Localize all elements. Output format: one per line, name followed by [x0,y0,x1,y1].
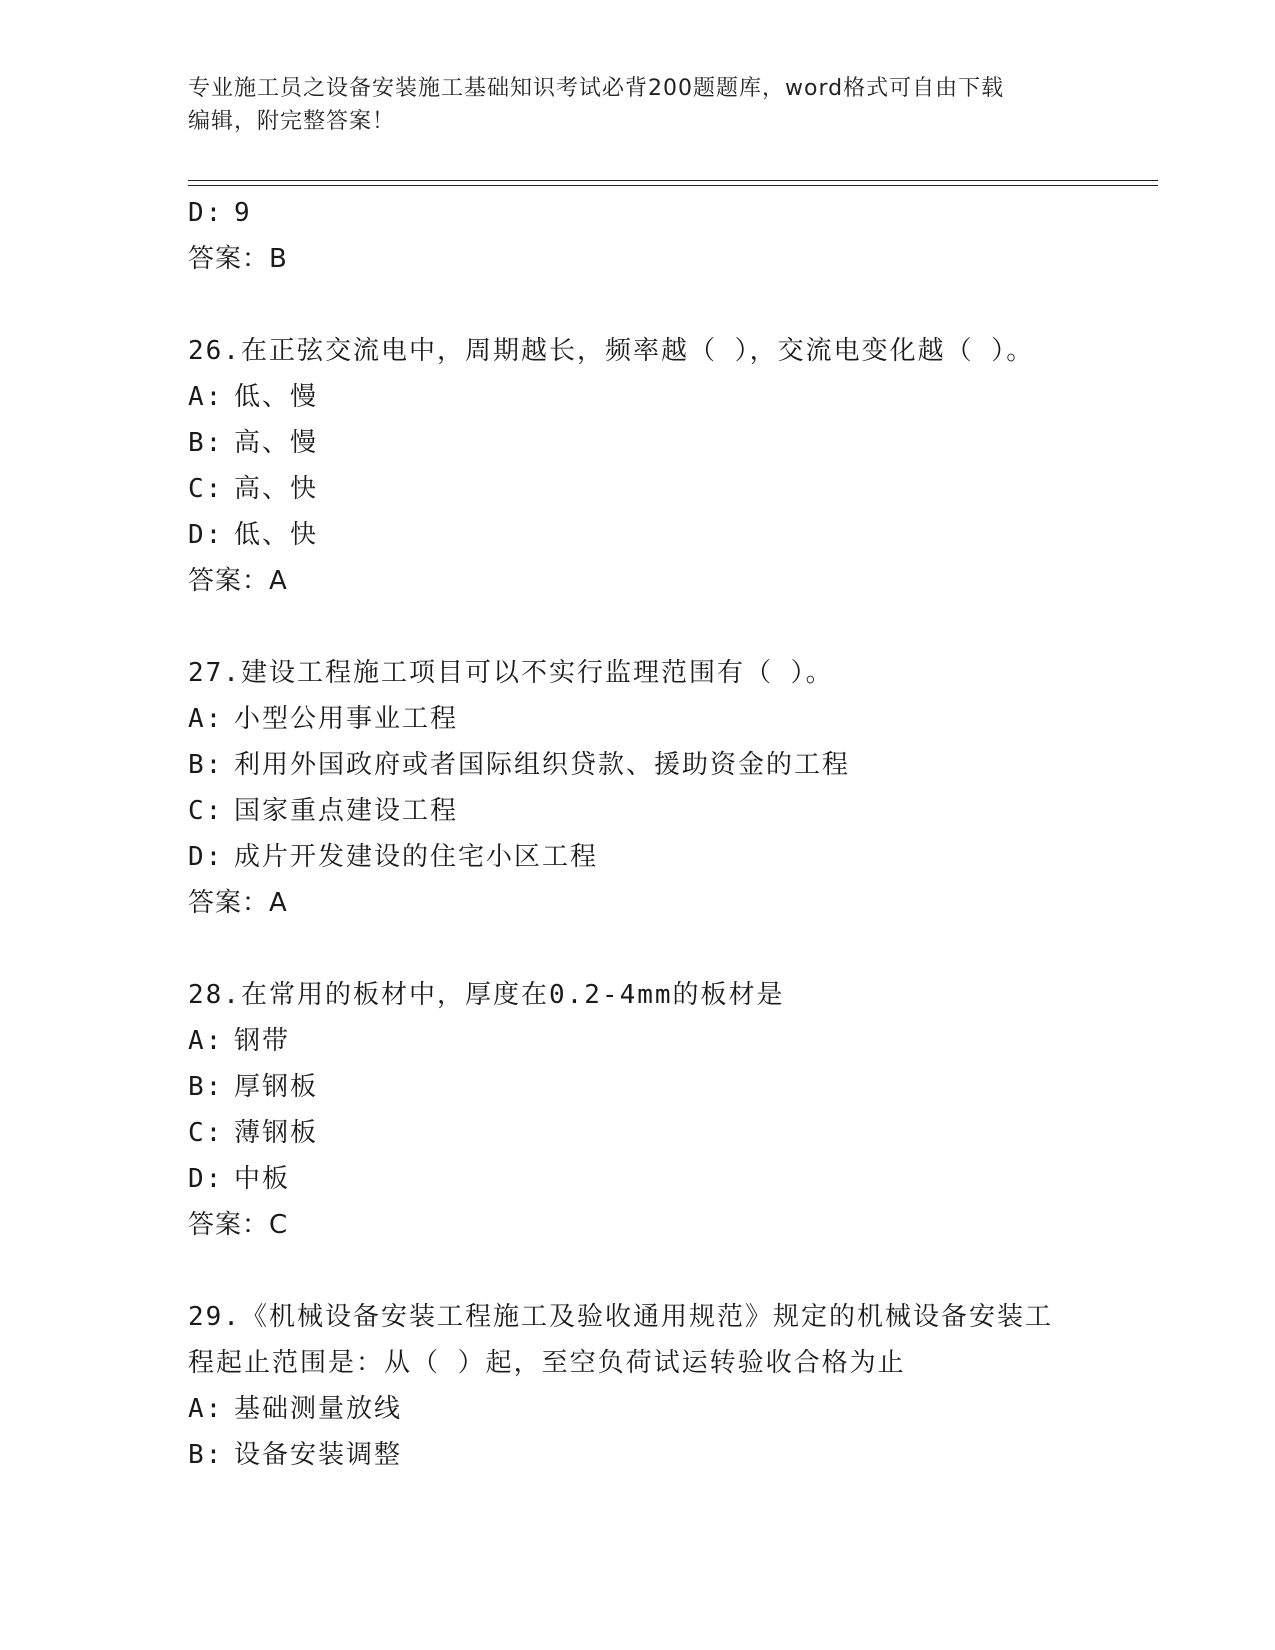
option-text: 钢带 [234,1026,291,1056]
option-text: 中板 [234,1164,291,1194]
spacer [188,1248,1148,1294]
header-line-1: 专业施工员之设备安装施工基础知识考试必背200题题库，word格式可自由下载 [188,76,1005,101]
option-b [188,1432,1148,1478]
option-text: 成片开发建设的住宅小区工程 [234,842,599,872]
option-text: 9 [234,198,252,228]
option-text: 基础测量放线 [234,1394,403,1424]
option-d [188,512,1148,558]
option-text: 高、慢 [234,428,319,458]
option-text: 厚钢板 [234,1072,319,1102]
answer-line: 答案：B [188,244,288,274]
header-line-2: 编辑，附完整答案！ [188,109,396,134]
option-label: B: [188,1072,224,1102]
page-header [188,72,1088,138]
question-list [188,190,1148,1478]
answer-line: 答案：A [188,888,288,918]
question-stem: 27.建设工程施工项目可以不实行监理范围有（ ）。 [188,658,834,688]
option-d [188,834,1148,880]
option-label: D: [188,842,224,872]
option-label: C: [188,1118,224,1148]
option-text: 小型公用事业工程 [234,704,459,734]
option-text: 设备安装调整 [234,1440,403,1470]
option-d [188,1156,1148,1202]
option-label: A: [188,1026,224,1056]
option-text: 国家重点建设工程 [234,796,459,826]
option-b [188,742,1148,788]
option-label: B: [188,1440,224,1470]
spacer [188,926,1148,972]
option-d [188,190,1148,236]
option-b [188,420,1148,466]
answer-line: 答案：A [188,566,288,596]
option-text: 高、快 [234,474,319,504]
option-label: B: [188,428,224,458]
option-label: B: [188,750,224,780]
spacer [188,604,1148,650]
option-c [188,1110,1148,1156]
header-divider-top [188,180,1158,181]
option-b [188,1064,1148,1110]
question-stem-line-2: 程起止范围是：从（ ）起，至空负荷试运转验收合格为止 [188,1348,906,1378]
option-c [188,788,1148,834]
option-label: C: [188,474,224,504]
spacer [188,282,1148,328]
option-label: C: [188,796,224,826]
option-a [188,374,1148,420]
option-text: 薄钢板 [234,1118,319,1148]
question-stem: 26.在正弦交流电中，周期越长，频率越（ ），交流电变化越（ ）。 [188,336,1035,366]
option-label: D: [188,520,224,550]
question-stem-line-1: 29.《机械设备安装工程施工及验收通用规范》规定的机械设备安装工 [188,1302,1053,1332]
option-a [188,1018,1148,1064]
option-text: 低、快 [234,520,319,550]
option-a [188,1386,1148,1432]
question-stem: 28.在常用的板材中，厚度在0.2-4mm的板材是 [188,980,785,1010]
answer-line: 答案：C [188,1210,289,1240]
option-label: D: [188,1164,224,1194]
option-c [188,466,1148,512]
header-divider-bottom [188,185,1158,186]
option-text: 利用外国政府或者国际组织贷款、援助资金的工程 [234,750,851,780]
option-label: A: [188,382,224,412]
option-label: D: [188,198,224,228]
option-label: A: [188,1394,224,1424]
option-a [188,696,1148,742]
option-text: 低、慢 [234,382,319,412]
option-label: A: [188,704,224,734]
